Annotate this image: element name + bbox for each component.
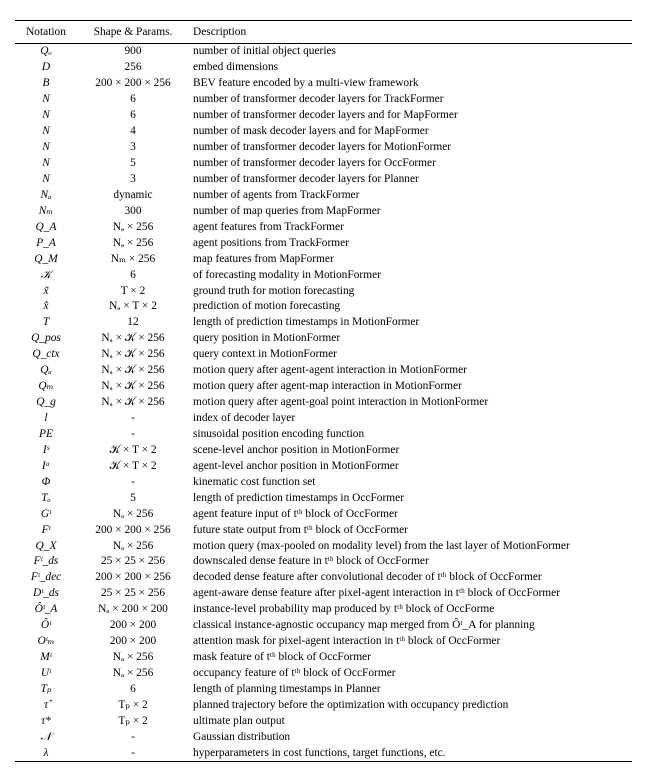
description-cell: occupancy feature of tᵗʰ block of OccFormer	[193, 667, 396, 680]
description-cell: motion query (max-pooled on modality level) from the last layer of MotionFormer	[193, 539, 570, 552]
notation-cell: Oᵗₘ	[37, 635, 55, 648]
notation-cell: 𝒩	[40, 730, 52, 743]
header-row	[15, 21, 632, 44]
shape-cell: 6	[130, 682, 136, 695]
table-row	[15, 187, 632, 203]
table-row	[15, 490, 632, 506]
shape-cell: 6	[130, 268, 136, 281]
table-row	[15, 713, 632, 729]
notation-cell: N	[42, 125, 50, 138]
description-cell: classical instance-agnostic occupancy map merged from Ôᵗ_A for planning	[193, 619, 535, 632]
notation-cell: Nₐ	[40, 188, 52, 201]
description-cell: planned trajectory before the optimization with occupancy prediction	[193, 698, 509, 711]
notation-cell: Qₐ	[40, 364, 52, 377]
table-row	[15, 538, 632, 554]
description-cell: prediction of motion forecasting	[193, 300, 341, 313]
description-cell: number of agents from TrackFormer	[193, 188, 360, 201]
table-row	[15, 697, 632, 713]
notation-cell: Iˢ	[42, 443, 50, 456]
notation-cell: τ*	[41, 714, 51, 727]
shape-cell: 5	[130, 157, 136, 170]
description-cell: number of transformer decoder layers for OccFormer	[193, 157, 436, 170]
description-cell: attention mask for pixel-agent interaction in tᵗʰ block of OccFormer	[193, 635, 501, 648]
table-body	[15, 44, 632, 762]
shape-cell: 5	[130, 491, 136, 504]
notation-cell: N	[42, 109, 50, 122]
description-cell: number of transformer decoder layers for MotionFormer	[193, 141, 452, 154]
shape-cell: 200 × 200 × 256	[95, 523, 171, 536]
shape-cell: -	[131, 475, 135, 488]
header-notation: Notation	[15, 21, 77, 44]
notation-cell: N	[42, 157, 50, 170]
table-row	[15, 570, 632, 586]
shape-cell: T × 2	[120, 284, 146, 297]
shape-cell: 𝒦 × T × 2	[109, 459, 157, 472]
table-row	[15, 442, 632, 458]
table-row	[15, 92, 632, 108]
table-row	[15, 618, 632, 634]
notation-cell: Ôᵗ	[40, 619, 52, 632]
shape-cell: -	[131, 427, 135, 440]
notation-cell: Q_ctx	[32, 348, 60, 361]
shape-cell: 6	[130, 109, 136, 122]
table-row	[15, 108, 632, 124]
description-cell: sinusoidal position encoding function	[193, 427, 365, 440]
description-cell: embed dimensions	[193, 61, 279, 74]
notation-cell: Mᵗ	[40, 651, 52, 664]
description-cell: number of transformer decoder layers for Planner	[193, 172, 419, 185]
shape-cell: 900	[124, 45, 142, 58]
table-row	[15, 427, 632, 443]
notation-cell: P_A	[36, 236, 56, 249]
shape-cell: 𝒦 × T × 2	[109, 443, 157, 456]
table-header	[15, 21, 632, 44]
description-cell: scene-level anchor position in MotionFormer	[193, 443, 400, 456]
description-cell: ultimate plan output	[193, 714, 285, 727]
notation-cell: Q_X	[35, 539, 57, 552]
description-cell: index of decoder layer	[193, 412, 296, 425]
table-row	[15, 299, 632, 315]
table-row	[15, 666, 632, 682]
notation-table	[15, 20, 632, 762]
shape-cell: Nₐ × 𝒦 × 256	[101, 348, 165, 361]
shape-cell: 12	[127, 316, 139, 329]
notation-cell: Qₒ	[40, 45, 52, 58]
description-cell: instance-level probability map produced by tᵗʰ block of OccForme	[193, 603, 495, 616]
shape-cell: Nₐ × T × 2	[109, 300, 157, 313]
shape-cell: 200 × 200 × 256	[95, 571, 171, 584]
notation-cell: Φ	[41, 475, 51, 488]
shape-cell: Nₐ × 256	[112, 220, 154, 233]
table-row	[15, 124, 632, 140]
shape-cell: Nₐ × 200 × 200	[98, 603, 168, 616]
table-row	[15, 267, 632, 283]
shape-cell: 3	[130, 172, 136, 185]
table-row	[15, 650, 632, 666]
description-cell: length of planning timestamps in Planner	[193, 682, 381, 695]
notation-cell: B	[42, 77, 50, 90]
shape-cell: Nₐ × 256	[112, 667, 154, 680]
shape-cell: 4	[130, 125, 136, 138]
header-shape: Shape & Params.	[77, 21, 189, 44]
table-row	[15, 156, 632, 172]
description-cell: kinematic cost function set	[193, 475, 316, 488]
shape-cell: -	[77, 745, 189, 761]
shape-cell: Nₐ × 𝒦 × 256	[101, 396, 165, 409]
description-cell: agent feature input of tᵗʰ block of OccFormer	[193, 507, 398, 520]
table-row	[15, 283, 632, 299]
table-row	[15, 315, 632, 331]
shape-cell: Nₐ × 256	[112, 539, 154, 552]
table-row	[15, 235, 632, 251]
description-cell: query position in MotionFormer	[193, 332, 341, 345]
shape-cell: 3	[130, 141, 136, 154]
notation-cell: Q_g	[36, 396, 56, 409]
table-row	[15, 522, 632, 538]
shape-cell: Nₐ × 𝒦 × 256	[101, 332, 165, 345]
shape-cell: 200 × 200	[109, 635, 157, 648]
notation-cell: T	[42, 316, 50, 329]
shape-cell: Nₐ × 𝒦 × 256	[101, 364, 165, 377]
table-row	[15, 251, 632, 267]
table-row	[15, 634, 632, 650]
description-cell: motion query after agent-goal point interaction in MotionFormer	[193, 396, 489, 409]
description-cell: number of map queries from MapFormer	[193, 204, 381, 217]
description-cell: length of prediction timestamps in OccFormer	[193, 491, 404, 504]
description-cell: mask feature of tᵗʰ block of OccFormer	[193, 651, 371, 664]
description-cell: motion query after agent-agent interaction in MotionFormer	[193, 364, 467, 377]
shape-cell: 25 × 25 × 256	[100, 587, 166, 600]
notation-cell: τ̂	[43, 698, 49, 711]
notation-cell: Nₘ	[38, 204, 54, 217]
table-row	[15, 363, 632, 379]
shape-cell: Tₚ × 2	[118, 698, 148, 711]
notation-cell: x̃	[43, 284, 49, 297]
description-cell: query context in MotionFormer	[193, 348, 337, 361]
table-row	[15, 219, 632, 235]
table-row	[15, 60, 632, 76]
shape-cell: 300	[124, 204, 142, 217]
notation-cell: PE	[39, 427, 53, 440]
description-cell: future state output from tᵗʰ block of OccFormer	[193, 523, 408, 536]
shape-cell: Tₚ × 2	[118, 714, 148, 727]
table-row	[15, 458, 632, 474]
notation-cell: Dᵗ_ds	[33, 587, 59, 600]
shape-cell: -	[131, 730, 135, 743]
description-cell: downscaled dense feature in tᵗʰ block of OccFormer	[193, 555, 429, 568]
notation-cell: Gᵗ	[40, 507, 52, 520]
table-row	[15, 745, 632, 761]
table-row	[15, 682, 632, 698]
notation-cell: Q_M	[34, 252, 58, 265]
notation-cell: Tₚ	[40, 682, 52, 695]
description-cell: agent-level anchor position in MotionFormer	[193, 459, 399, 472]
description-cell: Gaussian distribution	[193, 730, 291, 743]
table-row	[15, 347, 632, 363]
description-cell: agent-aware dense feature after pixel-agent interaction in tᵗʰ block of OccFormer	[193, 587, 561, 600]
table-row	[15, 506, 632, 522]
description-cell: ground truth for motion forecasting	[193, 284, 355, 297]
table-row	[15, 76, 632, 92]
notation-cell: D	[41, 61, 51, 74]
notation-cell: Uᵗ	[40, 667, 52, 680]
shape-cell: 200 × 200 × 256	[95, 77, 171, 90]
notation-cell: N	[42, 172, 50, 185]
shape-cell: 6	[130, 93, 136, 106]
table-row	[15, 586, 632, 602]
shape-cell: Nₐ × 𝒦 × 256	[101, 380, 165, 393]
notation-cell: Q_A	[35, 220, 57, 233]
notation-cell: Tₒ	[41, 491, 51, 504]
notation-cell: Qₘ	[38, 380, 54, 393]
description-cell: length of prediction timestamps in MotionFormer	[193, 316, 420, 329]
shape-cell: 256	[124, 61, 142, 74]
table-row	[15, 172, 632, 188]
table-row	[15, 395, 632, 411]
shape-cell: Nₐ × 256	[112, 236, 154, 249]
notation-cell: 𝒦	[40, 268, 52, 281]
notation-cell: N	[42, 93, 50, 106]
description-cell: hyperparameters in cost functions, target functions, etc.	[189, 745, 632, 761]
description-cell: number of mask decoder layers and for MapFormer	[193, 125, 429, 138]
description-cell: agent positions from TrackFormer	[193, 236, 349, 249]
notation-cell: Fᵗ_ds	[33, 555, 59, 568]
table-row	[15, 474, 632, 490]
description-cell: decoded dense feature after convolutional decoder of tᵗʰ block of OccFormer	[193, 571, 542, 584]
notation-cell: Ôᵗ_A	[34, 603, 58, 616]
table-row	[15, 379, 632, 395]
notation-cell: Iᵃ	[41, 459, 51, 472]
table-row	[15, 729, 632, 745]
table-row	[15, 602, 632, 618]
description-cell: of forecasting modality in MotionFormer	[193, 268, 381, 281]
shape-cell: Nₘ × 256	[110, 252, 156, 265]
table-row	[15, 203, 632, 219]
notation-cell: Fᵗ_dec	[30, 571, 62, 584]
table-row	[15, 44, 632, 60]
table-row	[15, 140, 632, 156]
table-row	[15, 331, 632, 347]
table-row	[15, 411, 632, 427]
table-row	[15, 554, 632, 570]
description-cell: BEV feature encoded by a multi-view framework	[193, 77, 419, 90]
description-cell: map features from MapFormer	[193, 252, 334, 265]
notation-cell: N	[42, 141, 50, 154]
shape-cell: dynamic	[113, 188, 153, 201]
notation-cell: l	[44, 412, 48, 425]
notation-cell: Fᵗ	[41, 523, 51, 536]
header-description: Description	[189, 21, 632, 44]
description-cell: motion query after agent-map interaction in MotionFormer	[193, 380, 462, 393]
shape-cell: 25 × 25 × 256	[100, 555, 166, 568]
description-cell: agent features from TrackFormer	[193, 220, 344, 233]
shape-cell: Nₐ × 256	[112, 651, 154, 664]
notation-cell: Q_pos	[31, 332, 61, 345]
shape-cell: 200 × 200	[109, 619, 157, 632]
shape-cell: -	[131, 412, 135, 425]
shape-cell: Nₐ × 256	[112, 507, 154, 520]
notation-cell: x̂	[43, 300, 49, 313]
notation-cell: λ	[15, 745, 77, 761]
description-cell: number of transformer decoder layers and for MapFormer	[193, 109, 458, 122]
description-cell: number of initial object queries	[193, 45, 336, 58]
description-cell: number of transformer decoder layers for TrackFormer	[193, 93, 444, 106]
